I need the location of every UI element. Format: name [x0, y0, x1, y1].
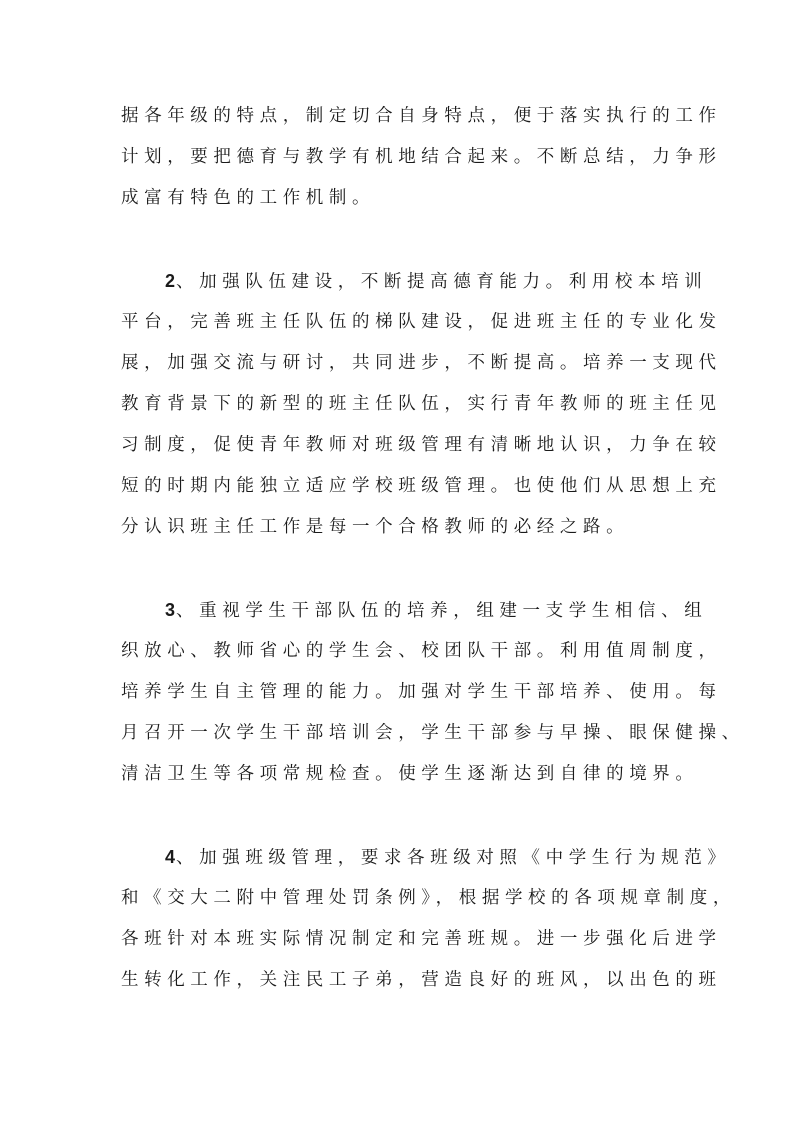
text-line: 短的时期内能独立适应学校班级管理。也使他们从思想上充: [121, 476, 722, 496]
text-line: 教育背景下的新型的班主任队伍，实行青年教师的班主任见: [121, 394, 722, 414]
text-line: 习制度，促使青年教师对班级管理有清晰地认识，力争在较: [121, 435, 722, 455]
paragraph-4: [121, 843, 736, 1007]
paragraph-gap: [121, 801, 681, 843]
paragraph-gap: [121, 554, 681, 596]
text-line: 平台，完善班主任队伍的梯队建设，促进班主任的专业化发: [121, 312, 722, 332]
text-line: 各班针对本班实际情况制定和完善班规。进一步强化后进学: [121, 929, 722, 949]
text-line: 展，加强交流与研讨，共同进步，不断提高。培养一支现代: [121, 353, 722, 373]
text-line: 成富有特色的工作机制。: [121, 188, 376, 208]
text-line-first: [121, 596, 708, 637]
item-number: 4: [165, 847, 177, 867]
document-page: [121, 102, 745, 1007]
text-line: 月召开一次学生干部培训会，学生干部参与早操、眼保健操、: [121, 723, 745, 743]
paragraph-3: [121, 596, 745, 801]
paragraph-gap: [121, 225, 681, 267]
text-line: 计划，要把德育与教学有机地结合起来。不断总结，力争形: [121, 147, 722, 167]
item-number: 2: [165, 271, 177, 291]
text-line: 清洁卫生等各项常规检查。使学生逐渐达到自律的境界。: [121, 764, 699, 784]
text-line: 据各年级的特点，制定切合自身特点，便于落实执行的工作: [121, 106, 722, 126]
text-line: 培养学生自主管理的能力。加强对学生干部培养、使用。每: [121, 682, 722, 702]
text-line-first: [121, 843, 731, 884]
text-line: 生转化工作，关注民工子弟，营造良好的班风，以出色的班: [121, 970, 722, 990]
text-span: 、重视学生干部队伍的培养，组建一支学生相信、组: [176, 601, 708, 621]
paragraph-continuation: [121, 102, 722, 225]
text-span: 、加强班级管理，要求各班级对照《中学生行为规范》: [176, 848, 731, 868]
text-line-first: [121, 267, 708, 308]
item-number: 3: [165, 600, 177, 620]
text-line: 织放心、教师省心的学生会、校团队干部。利用值周制度，: [121, 641, 722, 661]
text-span: 、加强队伍建设，不断提高德育能力。利用校本培训: [176, 272, 708, 292]
text-line: 和《交大二附中管理处罚条例》，根据学校的各项规章制度，: [121, 888, 736, 908]
text-line: 分认识班主任工作是每一个合格教师的必经之路。: [121, 517, 630, 537]
paragraph-2: [121, 267, 722, 554]
